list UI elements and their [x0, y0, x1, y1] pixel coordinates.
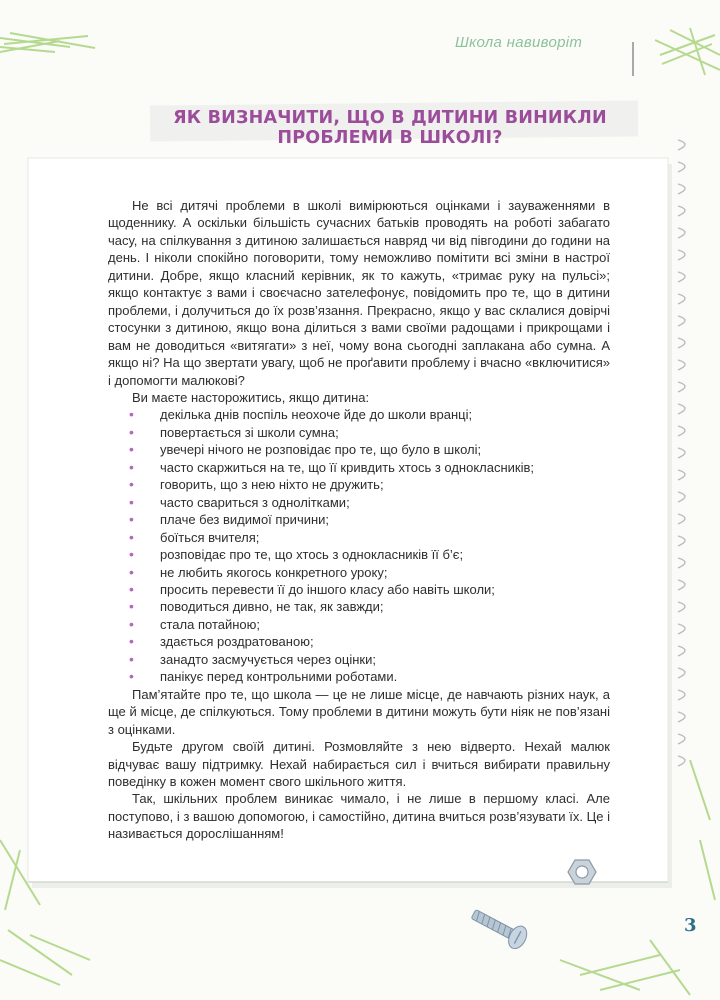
paragraph-be-friend: Будьте другом своїй дитині. Розмовляйте з нею відверто. Нехай малюк відчуває вашу підтримку. Нехай набирається сил і вчиться вибирати правильну поведінку в кожен момент свого шкільного життя. — [108, 739, 610, 789]
list-item: • увечері нічого не розповідає про те, що було в школі; — [108, 441, 610, 458]
paragraph-school-place: Пам’ятайте про те, що школа — це не лише місце, де навчають різних наук, а ще й місце, де спілкуються. Тому проблеми в дитини можуть бути ніяк не пов’язані з оцінками. — [108, 686, 610, 737]
chapter-title: ЯК ВИЗНАЧИТИ, ЩО В ДИТИНИ ВИНИКЛИ ПРОБЛЕМИ В ШКОЛІ? — [173, 108, 607, 148]
brush-strokes-top-right — [655, 28, 720, 75]
list-item: • не любить якогось конкретного уроку; — [108, 564, 610, 581]
list-intro: Ви маєте насторожитись, якщо дитина: — [132, 389, 370, 405]
warning-signs-list — [108, 406, 610, 685]
page-number: 3 — [684, 915, 697, 936]
brush-strokes-top-left — [0, 33, 95, 52]
list-item: • занадто засмучується через оцінки; — [108, 651, 610, 668]
spiral-binding — [678, 140, 685, 766]
list-item: • здається роздратованою; — [108, 633, 610, 650]
list-item: • говорить, що з нею ніхто не дружить; — [108, 476, 610, 493]
list-item: • стала потайною; — [108, 616, 610, 633]
paragraph-growing-up: Так, шкільних проблем виникає чимало, і не лише в першому класі. Але поступово, і з вашою допомогою, і самостійно, дитина вчиться розв’язувати їх. Це і називається дорослішанням! — [108, 791, 610, 842]
list-item: • просить перевести її до іншого класу або навіть школи; — [108, 581, 610, 598]
list-item: • часто скаржиться на те, що її кривдить хтось з однокласників; — [108, 459, 610, 476]
list-item: • повертається зі школи сумна; — [108, 424, 610, 441]
list-item: • декілька днів поспіль неохоче йде до школи вранці; — [108, 406, 610, 423]
list-item: • поводиться дивно, не так, як завжди; — [108, 598, 610, 615]
list-item: • часто свариться з однолітками; — [108, 494, 610, 511]
list-item: • розповідає про те, що хтось з однокласників її б’є; — [108, 546, 610, 563]
list-item: • плаче без видимої причини; — [108, 511, 610, 528]
list-item: • панікує перед контрольними роботами. — [108, 668, 610, 685]
header-divider — [632, 42, 634, 76]
article-body — [108, 197, 610, 843]
screw-icon — [468, 903, 530, 951]
list-item: • боїться вчителя; — [108, 529, 610, 546]
paragraph-intro: Не всі дитячі проблеми в школі вимірюються оцінками і зауваженнями в щоденнику. А оскільки більшість сучасних батьків проводять на роботі забагато часу, на спілкування з дитиною залишається навряд чи від півгодини до години на день. І ніколи спокійно поговорити, тому неможливо помітити всі зміни в настрої дитини. Добре, якщо класний керівник, як то кажуть, «тримає руку на пульсі»; якщо контактує з вами і своєчасно зателефонує, повідомить про те, що в дитини проблеми, і долучиться до їх розв’язання. Прекрасно, якщо у вас склалися довірчі стосунки з дитиною, якщо вона ділиться з вами своїми радощами і прикрощами і вам не доводиться «витягати» з неї, чому вона сьогодні заплакана або сумна. А якщо ні? На що звертати увагу, щоб не проґавити проблему і вчасно «включитися» і допомогти малюкові? — [108, 198, 610, 388]
running-header: Школа навиворіт — [455, 34, 583, 51]
